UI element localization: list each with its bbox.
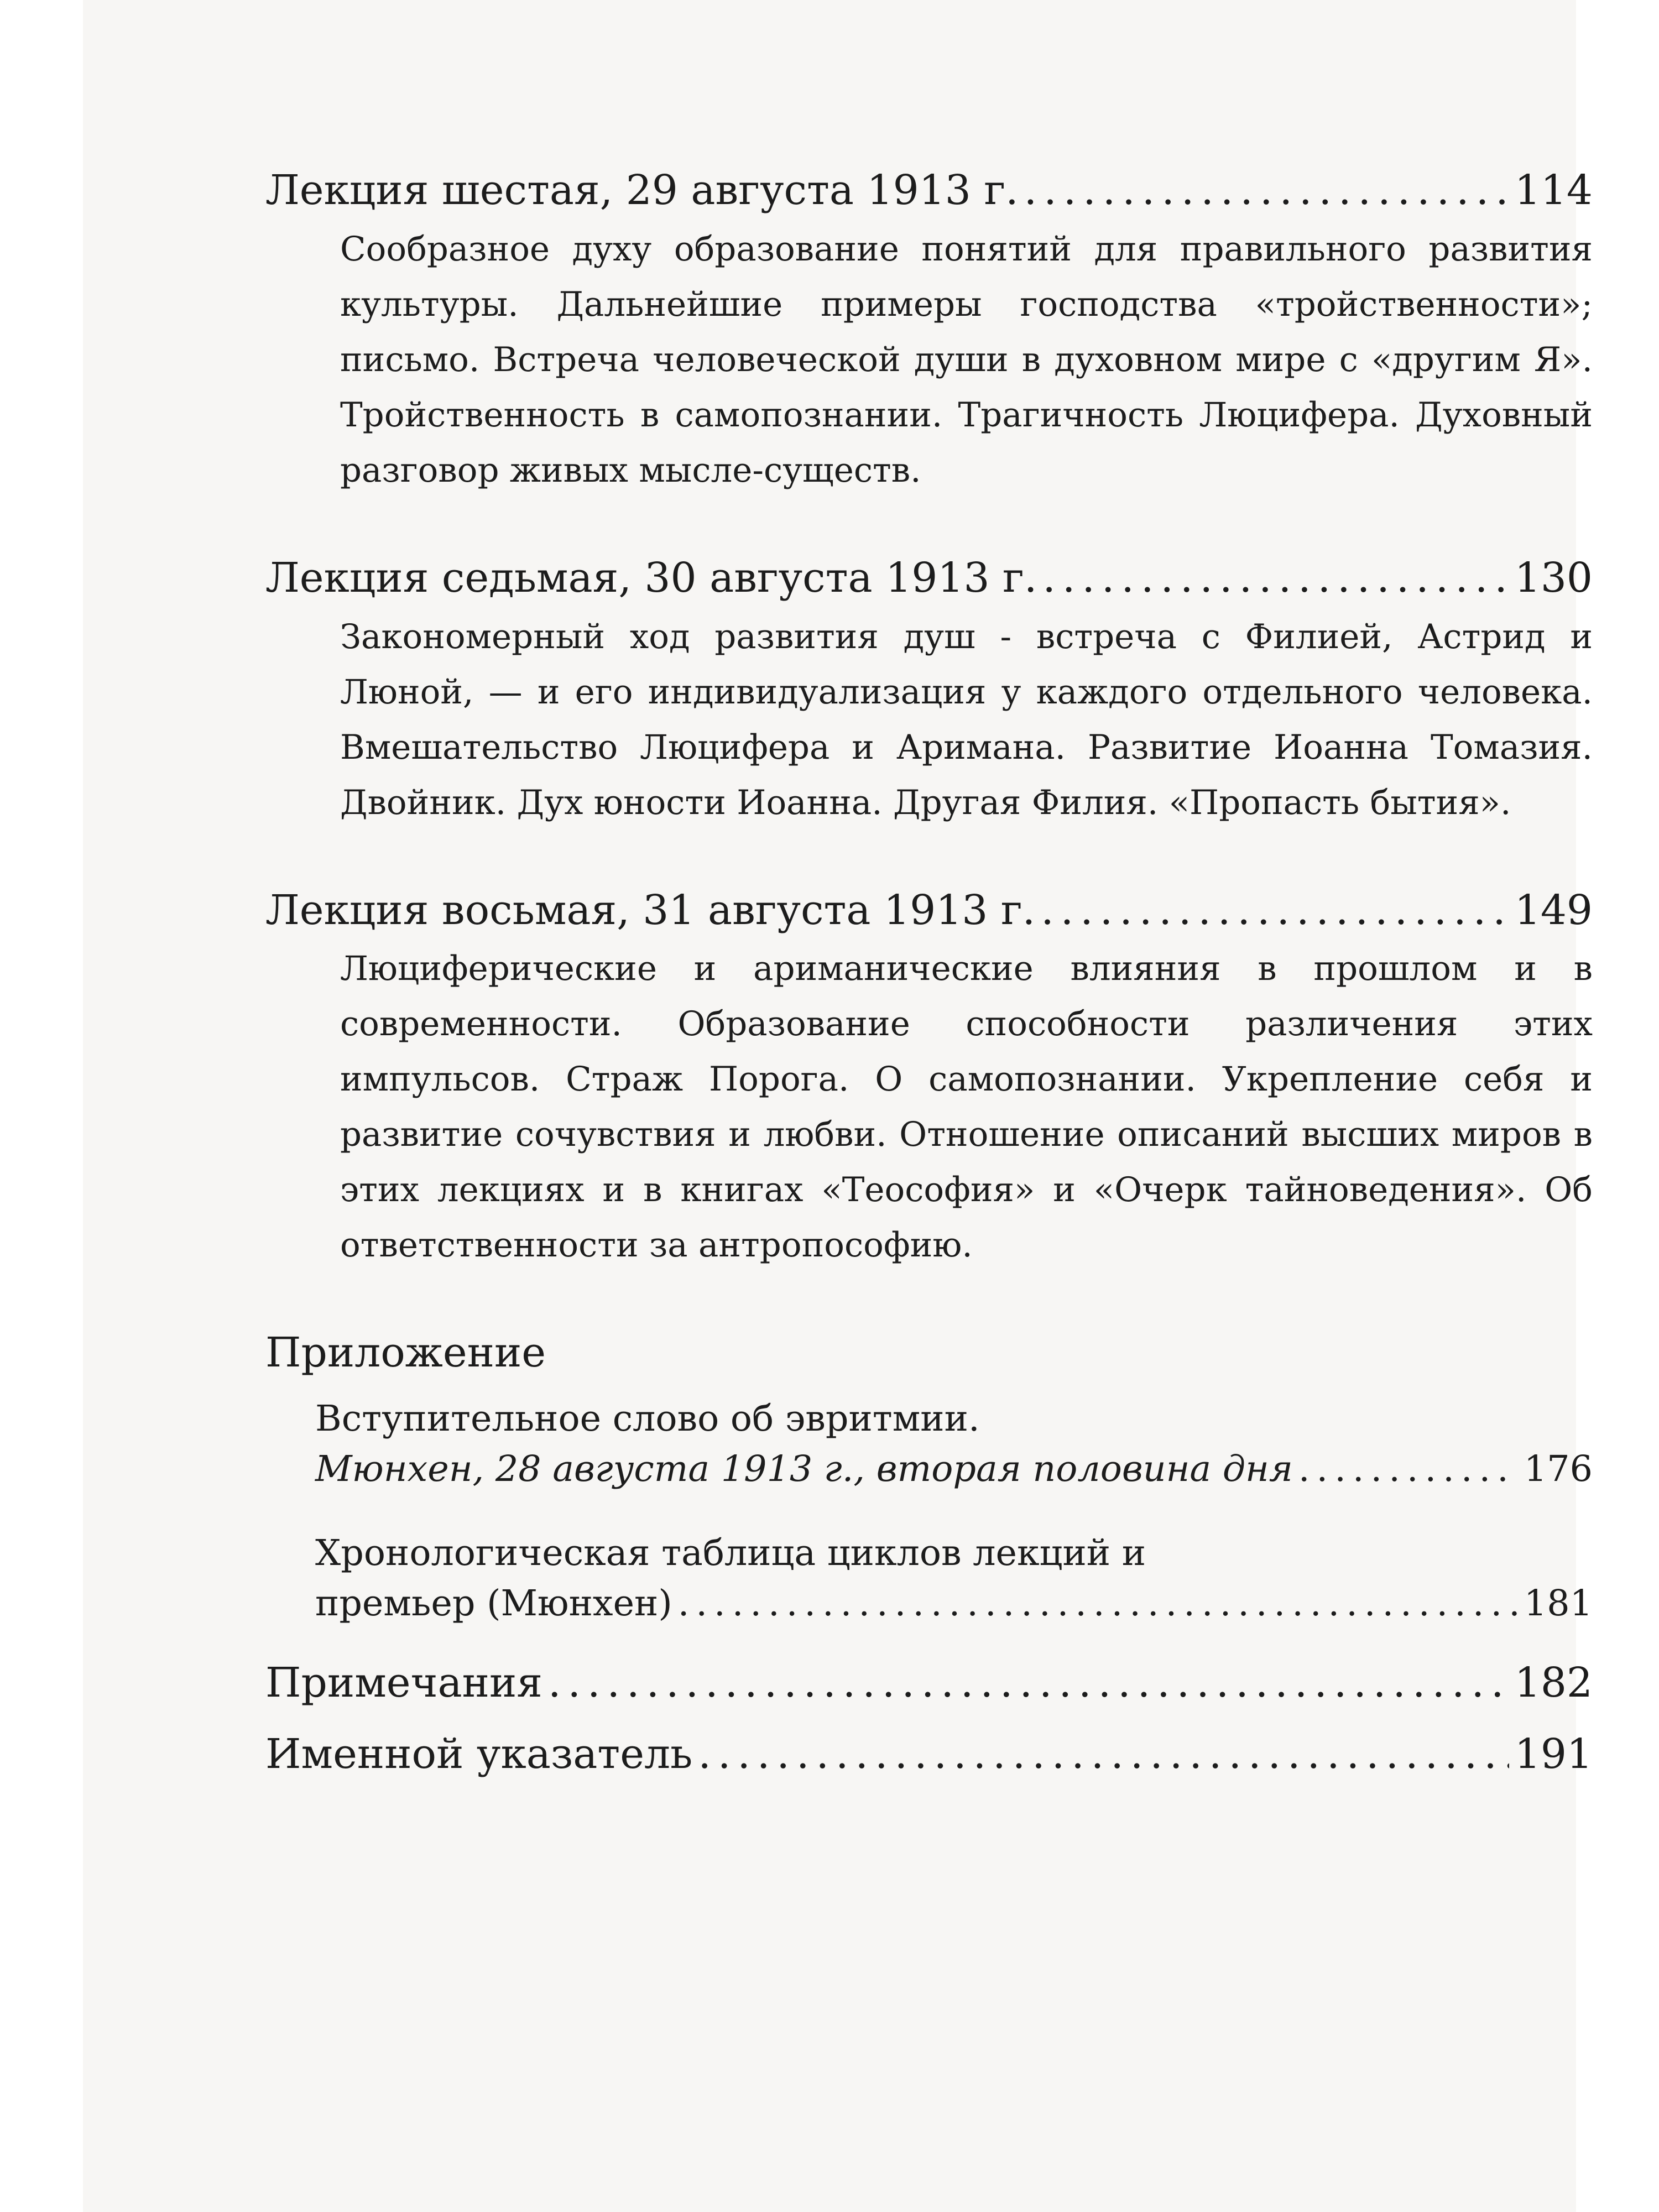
dot-leader [1042,554,1509,603]
toc-entry-line [315,1582,1593,1625]
spacer [265,1491,1593,1524]
toc-entry-lecture-7 [265,554,1593,831]
entry-title-line-2: Мюнхен, 28 августа 1913 г., вторая половина дня [315,1448,1293,1490]
entry-title: Именной указатель [265,1730,693,1778]
page-number: 114 [1514,166,1593,214]
entry-description: Сообразное духу образование понятий для правильного развития культуры. Дальнейшие примеры господства «тройственности»; письмо. Встреча человеческой души в духовном мире с «другим Я». Тройственность в самопознании. Трагичность Люцифера. Духовный разговор живых мысле-существ. [340,229,1593,490]
page-number: 181 [1524,1583,1593,1625]
toc-entry-line [265,886,1593,935]
entry-title: Лекция седьмая, 30 августа 1913 г. [265,554,1037,602]
spacer [265,1625,1593,1658]
toc-entry-notes [265,1658,1593,1708]
toc-entry-index [265,1730,1593,1779]
dot-leader [1298,1448,1519,1491]
spacer [265,1708,1593,1730]
dot-leader [1024,166,1509,215]
toc-entry-lecture-6 [265,166,1593,498]
dot-leader [1041,886,1509,935]
toc-entry-line [315,1448,1593,1491]
appendix-entry-eurythmy [315,1390,1593,1491]
appendix-heading: Приложение [265,1329,546,1377]
entry-description: Люциферические и ариманические влияния в прошлом и в современности. Образование способности различения этих импульсов. Страж Порога. О самопознании. Укрепление себя и развитие сочувствия и любви. Отношение описаний высших миров в этих лекциях и в книгах «Теософия» и «Очерк тайноведения». Об ответственности за антропософию. [340,949,1593,1265]
dot-leader [548,1658,1509,1708]
toc-entry-line [265,554,1593,603]
dot-leader [698,1730,1509,1779]
entry-description: Закономерный ход развития душ - встреча с Филией, Астрид и Люной, — и его индивидуализация у каждого отдельного человека. Вмешательство Люцифера и Аримана. Развитие Иоанна Томазия. Двойник. Дух юности Иоанна. Другая Филия. «Пропасть бытия». [340,617,1593,822]
entry-title: Лекция шестая, 29 августа 1913 г. [265,166,1019,214]
entry-title: Лекция восьмая, 31 августа 1913 г. [265,886,1036,934]
entry-title-line-1: Вступительное слово об эвритмии. [315,1398,980,1440]
page-number: 191 [1514,1730,1593,1778]
page-number: 182 [1514,1659,1593,1707]
appendix-entry-chronology [315,1524,1593,1625]
page-number: 130 [1514,554,1593,602]
toc-entry-lecture-8 [265,886,1593,1274]
page-number: 176 [1524,1448,1593,1490]
table-of-contents [265,166,1593,1779]
page-number: 149 [1514,886,1593,934]
toc-entry-line [265,166,1593,215]
entry-title: Примечания [265,1659,542,1707]
entry-title-line-1: Хронологическая таблица циклов лекций и [315,1532,1146,1574]
dot-leader [678,1582,1519,1625]
entry-title-line-2: премьер (Мюнхен) [315,1583,672,1625]
book-page [83,0,1593,2212]
